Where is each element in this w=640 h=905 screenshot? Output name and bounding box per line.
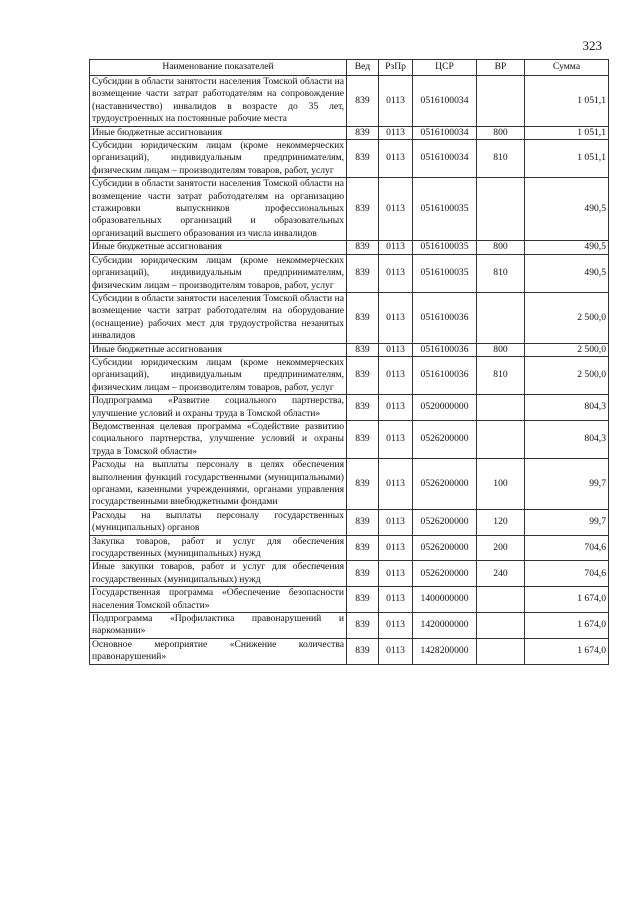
row-sum-cell: 2 500,0 bbox=[525, 292, 609, 343]
row-rzpr-cell: 0113 bbox=[379, 343, 413, 356]
row-sum-cell: 704,6 bbox=[525, 535, 609, 561]
row-sum-cell: 1 051,1 bbox=[525, 76, 609, 127]
row-vr-cell bbox=[477, 613, 525, 639]
row-csr-cell: 0520000000 bbox=[413, 395, 477, 421]
row-rzpr-cell: 0113 bbox=[379, 420, 413, 458]
row-ved-cell: 839 bbox=[347, 561, 379, 587]
table-row bbox=[90, 420, 609, 458]
row-csr-cell: 0516100034 bbox=[413, 140, 477, 178]
table-row bbox=[90, 343, 609, 356]
row-vr-cell: 810 bbox=[477, 356, 525, 394]
row-rzpr-cell: 0113 bbox=[379, 587, 413, 613]
row-rzpr-cell: 0113 bbox=[379, 613, 413, 639]
row-sum-cell: 704,6 bbox=[525, 561, 609, 587]
row-ved-cell: 839 bbox=[347, 638, 379, 664]
row-ved-cell: 839 bbox=[347, 420, 379, 458]
row-rzpr-cell: 0113 bbox=[379, 254, 413, 292]
column-header-ved: Вед bbox=[347, 60, 379, 76]
row-ved-cell: 839 bbox=[347, 613, 379, 639]
row-sum-cell: 490,5 bbox=[525, 178, 609, 241]
row-csr-cell: 0526200000 bbox=[413, 509, 477, 535]
row-name-cell: Основное мероприятие «Снижение количества правонарушений» bbox=[90, 638, 347, 664]
row-ved-cell: 839 bbox=[347, 140, 379, 178]
row-vr-cell: 240 bbox=[477, 561, 525, 587]
row-ved-cell: 839 bbox=[347, 356, 379, 394]
row-csr-cell: 0526200000 bbox=[413, 535, 477, 561]
row-name-cell: Субсидии в области занятости населения Томской области на возмещение части затрат работодателям на организацию стажировки выпускников профессиональных образовательных организаций и образовательных организаций высшего образования из числа инвалидов bbox=[90, 178, 347, 241]
table-row bbox=[90, 292, 609, 343]
row-rzpr-cell: 0113 bbox=[379, 140, 413, 178]
column-header-name: Наименование показателей bbox=[90, 60, 347, 76]
row-csr-cell: 0516100036 bbox=[413, 292, 477, 343]
row-ved-cell: 839 bbox=[347, 76, 379, 127]
row-vr-cell bbox=[477, 292, 525, 343]
table-row bbox=[90, 356, 609, 394]
row-vr-cell: 800 bbox=[477, 343, 525, 356]
table-row bbox=[90, 178, 609, 241]
row-csr-cell: 0526200000 bbox=[413, 459, 477, 510]
row-vr-cell: 810 bbox=[477, 254, 525, 292]
row-sum-cell: 2 500,0 bbox=[525, 356, 609, 394]
budget-table bbox=[89, 59, 609, 665]
column-header-vr: ВР bbox=[477, 60, 525, 76]
row-csr-cell: 0526200000 bbox=[413, 561, 477, 587]
row-csr-cell: 0516100034 bbox=[413, 76, 477, 127]
row-rzpr-cell: 0113 bbox=[379, 459, 413, 510]
row-rzpr-cell: 0113 bbox=[379, 395, 413, 421]
row-csr-cell: 0516100034 bbox=[413, 126, 477, 139]
row-sum-cell: 2 500,0 bbox=[525, 343, 609, 356]
row-sum-cell: 490,5 bbox=[525, 241, 609, 254]
row-name-cell: Подпрограмма «Профилактика правонарушений и наркомании» bbox=[90, 613, 347, 639]
column-header-rzpr: РзПр bbox=[379, 60, 413, 76]
row-name-cell: Ведомственная целевая программа «Содействие развитию социального партнерства, улучшение условий и охраны труда в Томской области» bbox=[90, 420, 347, 458]
row-name-cell: Иные бюджетные ассигнования bbox=[90, 343, 347, 356]
row-rzpr-cell: 0113 bbox=[379, 509, 413, 535]
row-ved-cell: 839 bbox=[347, 241, 379, 254]
row-sum-cell: 1 051,1 bbox=[525, 126, 609, 139]
row-rzpr-cell: 0113 bbox=[379, 241, 413, 254]
row-ved-cell: 839 bbox=[347, 178, 379, 241]
row-name-cell: Подпрограмма «Развитие социального партнерства, улучшение условий и охраны труда в Томской области» bbox=[90, 395, 347, 421]
row-vr-cell: 810 bbox=[477, 140, 525, 178]
row-ved-cell: 839 bbox=[347, 126, 379, 139]
row-sum-cell: 1 051,1 bbox=[525, 140, 609, 178]
row-name-cell: Закупка товаров, работ и услуг для обеспечения государственных (муниципальных) нужд bbox=[90, 535, 347, 561]
row-vr-cell: 800 bbox=[477, 241, 525, 254]
row-name-cell: Субсидии юридическим лицам (кроме некоммерческих организаций), индивидуальным предпринимателям, физическим лицам – производителям товаров, работ, услуг bbox=[90, 140, 347, 178]
row-sum-cell: 490,5 bbox=[525, 254, 609, 292]
row-rzpr-cell: 0113 bbox=[379, 76, 413, 127]
row-sum-cell: 804,3 bbox=[525, 395, 609, 421]
table-row bbox=[90, 638, 609, 664]
row-csr-cell: 1400000000 bbox=[413, 587, 477, 613]
column-header-csr: ЦСР bbox=[413, 60, 477, 76]
row-vr-cell: 120 bbox=[477, 509, 525, 535]
row-rzpr-cell: 0113 bbox=[379, 535, 413, 561]
row-name-cell: Государственная программа «Обеспечение безопасности населения Томской области» bbox=[90, 587, 347, 613]
row-sum-cell: 99,7 bbox=[525, 459, 609, 510]
table-row bbox=[90, 241, 609, 254]
row-vr-cell bbox=[477, 587, 525, 613]
row-csr-cell: 0516100035 bbox=[413, 241, 477, 254]
row-rzpr-cell: 0113 bbox=[379, 638, 413, 664]
row-name-cell: Субсидии юридическим лицам (кроме некоммерческих организаций), индивидуальным предпринимателям, физическим лицам – производителям товаров, работ, услуг bbox=[90, 254, 347, 292]
row-ved-cell: 839 bbox=[347, 509, 379, 535]
table-row bbox=[90, 613, 609, 639]
row-csr-cell: 0516100035 bbox=[413, 254, 477, 292]
row-vr-cell bbox=[477, 638, 525, 664]
row-vr-cell: 200 bbox=[477, 535, 525, 561]
row-csr-cell: 1420000000 bbox=[413, 613, 477, 639]
row-rzpr-cell: 0113 bbox=[379, 178, 413, 241]
row-vr-cell bbox=[477, 178, 525, 241]
table-row bbox=[90, 535, 609, 561]
table-row bbox=[90, 254, 609, 292]
table-row bbox=[90, 459, 609, 510]
row-sum-cell: 1 674,0 bbox=[525, 638, 609, 664]
row-name-cell: Иные бюджетные ассигнования bbox=[90, 241, 347, 254]
row-sum-cell: 1 674,0 bbox=[525, 587, 609, 613]
row-csr-cell: 1428200000 bbox=[413, 638, 477, 664]
row-vr-cell: 800 bbox=[477, 126, 525, 139]
table-row bbox=[90, 395, 609, 421]
row-rzpr-cell: 0113 bbox=[379, 561, 413, 587]
row-rzpr-cell: 0113 bbox=[379, 356, 413, 394]
row-name-cell: Субсидии юридическим лицам (кроме некоммерческих организаций), индивидуальным предпринимателям, физическим лицам – производителям товаров, работ, услуг bbox=[90, 356, 347, 394]
page-number: 323 bbox=[582, 38, 602, 53]
row-ved-cell: 839 bbox=[347, 254, 379, 292]
table-row bbox=[90, 561, 609, 587]
row-ved-cell: 839 bbox=[347, 395, 379, 421]
row-rzpr-cell: 0113 bbox=[379, 292, 413, 343]
row-name-cell: Иные закупки товаров, работ и услуг для обеспечения государственных (муниципальных) нужд bbox=[90, 561, 347, 587]
row-name-cell: Субсидии в области занятости населения Томской области на возмещение части затрат работодателям на оборудование (оснащение) рабочих мест для трудоустройства незанятых инвалидов bbox=[90, 292, 347, 343]
row-sum-cell: 99,7 bbox=[525, 509, 609, 535]
row-ved-cell: 839 bbox=[347, 535, 379, 561]
row-vr-cell bbox=[477, 395, 525, 421]
row-name-cell: Расходы на выплаты персоналу государственных (муниципальных) органов bbox=[90, 509, 347, 535]
row-csr-cell: 0526200000 bbox=[413, 420, 477, 458]
column-header-sum: Сумма bbox=[525, 60, 609, 76]
row-name-cell: Субсидии в области занятости населения Томской области на возмещение части затрат работодателям на сопровождение (наставничество) инвалидов в возрасте до 35 лет, трудоустроенных на постоянные рабочие места bbox=[90, 76, 347, 127]
table-row bbox=[90, 140, 609, 178]
row-vr-cell bbox=[477, 76, 525, 127]
row-name-cell: Иные бюджетные ассигнования bbox=[90, 126, 347, 139]
row-ved-cell: 839 bbox=[347, 587, 379, 613]
row-ved-cell: 839 bbox=[347, 292, 379, 343]
table-row bbox=[90, 126, 609, 139]
row-sum-cell: 1 674,0 bbox=[525, 613, 609, 639]
table-row bbox=[90, 587, 609, 613]
row-rzpr-cell: 0113 bbox=[379, 126, 413, 139]
row-sum-cell: 804,3 bbox=[525, 420, 609, 458]
table-row bbox=[90, 76, 609, 127]
row-csr-cell: 0516100036 bbox=[413, 356, 477, 394]
table-row bbox=[90, 509, 609, 535]
table-header-row bbox=[90, 60, 609, 76]
row-ved-cell: 839 bbox=[347, 459, 379, 510]
row-csr-cell: 0516100036 bbox=[413, 343, 477, 356]
row-name-cell: Расходы на выплаты персоналу в целях обеспечения выполнения функций государственными (муниципальными) органами, казенными учреждениями, органами управления государственными внебюджетными фондами bbox=[90, 459, 347, 510]
row-vr-cell: 100 bbox=[477, 459, 525, 510]
row-vr-cell bbox=[477, 420, 525, 458]
row-ved-cell: 839 bbox=[347, 343, 379, 356]
row-csr-cell: 0516100035 bbox=[413, 178, 477, 241]
